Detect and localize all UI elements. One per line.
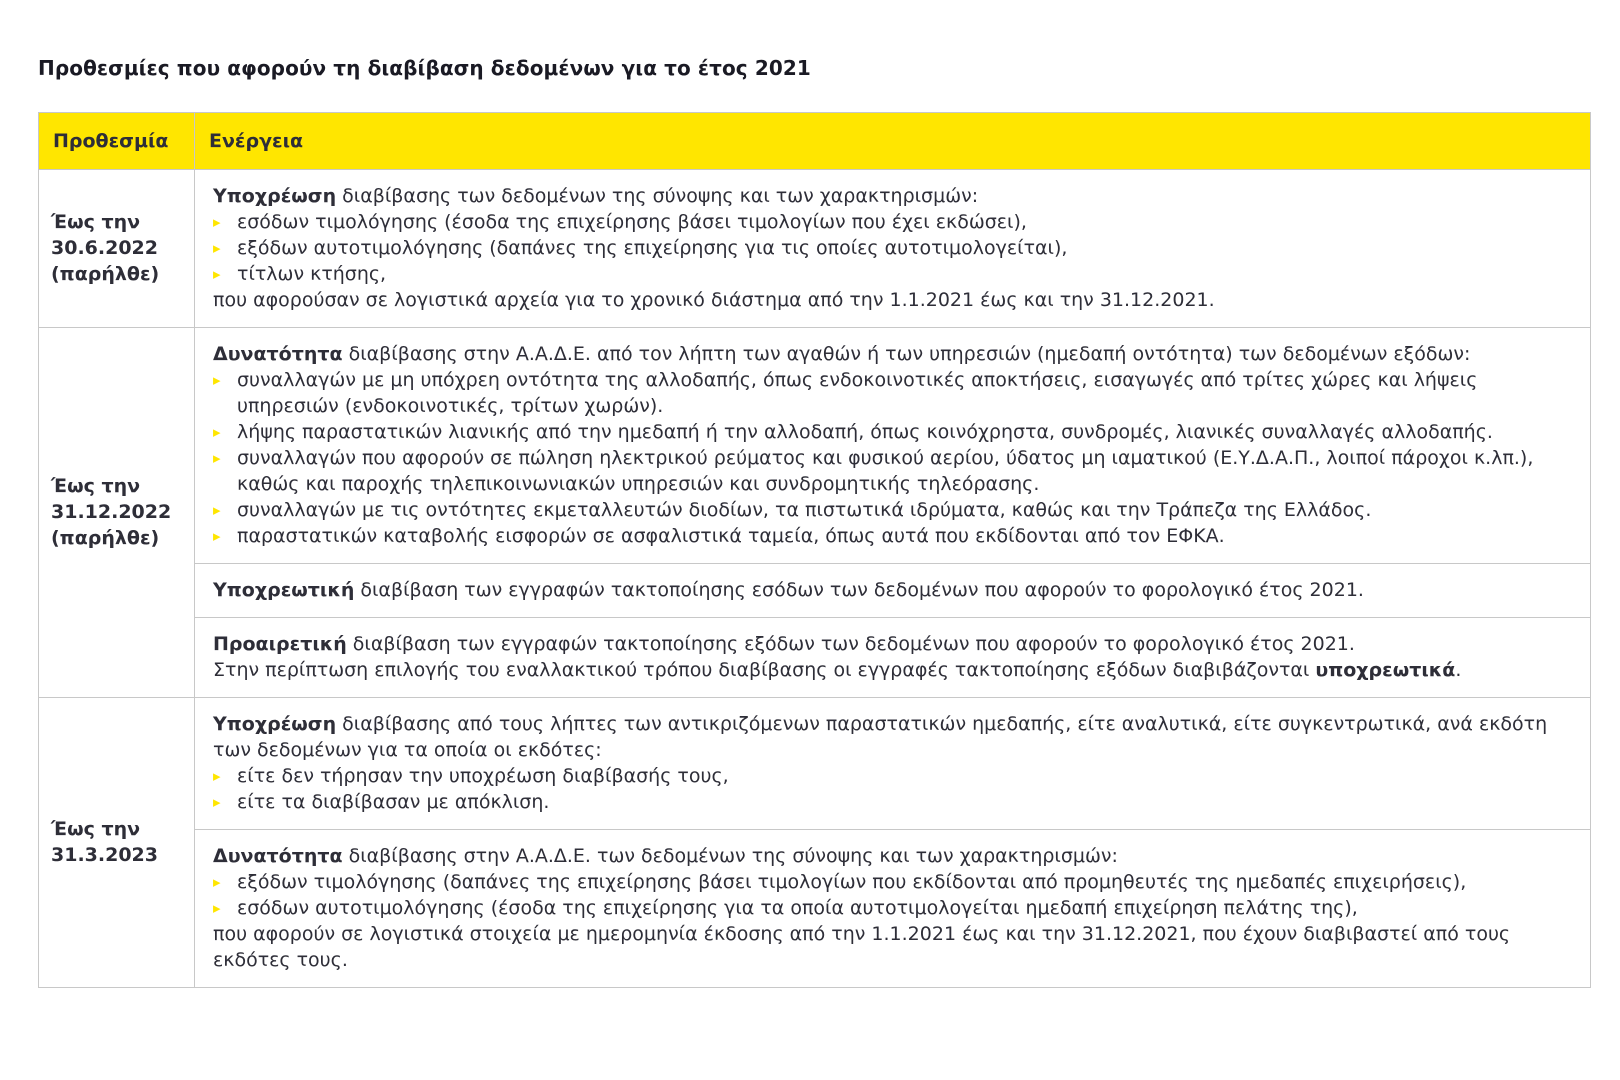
table-header-row [39, 113, 1591, 170]
list-item: ▸ εξόδων αυτοτιμολόγησης (δαπάνες της επιχείρησης για τις οποίες αυτοτιμολογείται), [213, 235, 1572, 261]
bullet-list [213, 763, 1572, 815]
page-title: Προθεσμίες που αφορούν τη διαβίβαση δεδομένων για το έτος 2021 [38, 56, 811, 80]
list-item: ▸ τίτλων κτήσης, [213, 261, 1572, 287]
action-text: διαβίβασης στην Α.Α.Δ.Ε. των δεδομένων της σύνοψης και των χαρακτηρισμών: [342, 845, 1118, 867]
action-keyword: Δυνατότητα [213, 845, 343, 867]
action-note [213, 657, 1572, 683]
list-item: ▸ λήψης παραστατικών λιανικής από την ημεδαπή ή την αλλοδαπή, όπως κοινόχρηστα, συνδρομές, λιανικές συναλλαγές αλλοδαπής. [213, 419, 1572, 445]
action-tail: που αφορούσαν σε λογιστικά αρχεία για το χρονικό διάστημα από την 1.1.2021 έως και την 31.12.2021. [213, 289, 1215, 311]
action-cell [195, 564, 1591, 618]
action-lead [213, 577, 1572, 603]
list-item: ▸ συναλλαγών με τις οντότητες εκμεταλλευτών διοδίων, τα πιστωτικά ιδρύματα, καθώς και την Τράπεζα της Ελλάδος. [213, 497, 1572, 523]
list-item: ▸ είτε τα διαβίβασαν με απόκλιση. [213, 789, 1572, 815]
table-row [39, 830, 1591, 988]
action-note-keyword: υποχρεωτικά [1315, 659, 1456, 681]
list-item: ▸ συναλλαγών που αφορούν σε πώληση ηλεκτρικού ρεύματος και φυσικού αερίου, ύδατος μη ιαματικού (Ε.Υ.Δ.Α.Π., λοιποί πάροχοι κ.λπ.), καθώς και παροχής τηλεπικοινωνιακών υπηρεσιών και συνδρομητικής τηλεόρασης. [213, 445, 1572, 497]
action-keyword: Προαιρετική [213, 633, 347, 655]
action-note-text: Στην περίπτωση επιλογής του εναλλακτικού τρόπου διαβίβασης οι εγγραφές τακτοποίησης εξόδων διαβιβάζονται [213, 659, 1316, 681]
header-action: Ενέργεια [195, 113, 1591, 170]
action-keyword: Υποχρεωτική [213, 579, 355, 601]
table-row [39, 618, 1591, 698]
action-lead [213, 631, 1572, 657]
action-lead [213, 341, 1572, 367]
table-row [39, 564, 1591, 618]
action-keyword: Δυνατότητα [213, 343, 343, 365]
action-lead [213, 183, 1572, 209]
action-note-end: . [1455, 659, 1462, 681]
bullet-list [213, 869, 1572, 921]
deadline-cell [39, 170, 195, 328]
table-row [39, 698, 1591, 830]
deadline-cell [39, 698, 195, 988]
bullet-list [213, 209, 1572, 287]
action-keyword: Υποχρέωση [213, 185, 337, 207]
deadline-status: (παρήλθε) [51, 527, 160, 549]
action-text: διαβίβαση των εγγραφών τακτοποίησης εσόδων των δεδομένων που αφορούν το φορολογικό έτος 2021. [354, 579, 1364, 601]
deadline-line: Έως την [51, 818, 141, 840]
action-cell [195, 170, 1591, 328]
table-row [39, 170, 1591, 328]
action-cell [195, 328, 1591, 564]
deadline-date: 31.3.2023 [51, 844, 158, 866]
deadline-status: (παρήλθε) [51, 263, 160, 285]
action-text: διαβίβασης στην Α.Α.Δ.Ε. από τον λήπτη των αγαθών ή των υπηρεσιών (ημεδαπή οντότητα) των δεδομένων εξόδων: [342, 343, 1471, 365]
list-item: ▸ εσόδων τιμολόγησης (έσοδα της επιχείρησης βάσει τιμολογίων που έχει εκδώσει), [213, 209, 1572, 235]
action-tail: που αφορούν σε λογιστικά στοιχεία με ημερομηνία έκδοσης από την 1.1.2021 έως και την 31.12.2021, που έχουν διαβιβαστεί από τους εκδότες τους. [213, 923, 1511, 971]
action-cell [195, 618, 1591, 698]
bullet-list [213, 367, 1572, 549]
list-item: ▸ συναλλαγών με μη υπόχρεη οντότητα της αλλοδαπής, όπως ενδοκοινοτικές αποκτήσεις, εισαγωγές από τρίτες χώρες και λήψεις υπηρεσιών (ενδοκοινοτικές, τρίτων χωρών). [213, 367, 1572, 419]
deadline-date: 31.12.2022 [51, 501, 172, 523]
action-text: διαβίβαση των εγγραφών τακτοποίησης εξόδων των δεδομένων που αφορούν το φορολογικό έτος 2021. [346, 633, 1355, 655]
action-lead [213, 711, 1572, 763]
deadlines-table [38, 112, 1591, 988]
list-item: ▸ παραστατικών καταβολής εισφορών σε ασφαλιστικά ταμεία, όπως αυτά που εκδίδονται από τον ΕΦΚΑ. [213, 523, 1572, 549]
action-text: διαβίβασης των δεδομένων της σύνοψης και των χαρακτηρισμών: [336, 185, 979, 207]
action-cell [195, 698, 1591, 830]
action-lead [213, 843, 1572, 869]
list-item: ▸ εσόδων αυτοτιμολόγησης (έσοδα της επιχείρησης για τα οποία αυτοτιμολογείται ημεδαπή επιχείρηση πελάτης της), [213, 895, 1572, 921]
list-item: ▸ εξόδων τιμολόγησης (δαπάνες της επιχείρησης βάσει τιμολογίων που εκδίδονται από προμηθευτές της ημεδαπές επιχειρήσεις), [213, 869, 1572, 895]
deadline-line: Έως την [51, 211, 141, 233]
header-deadline: Προθεσμία [39, 113, 195, 170]
table-row [39, 328, 1591, 564]
deadline-line: Έως την [51, 475, 141, 497]
deadline-date: 30.6.2022 [51, 237, 158, 259]
list-item: ▸ είτε δεν τήρησαν την υποχρέωση διαβίβασής τους, [213, 763, 1572, 789]
action-cell [195, 830, 1591, 988]
deadline-cell [39, 328, 195, 698]
action-keyword: Υποχρέωση [213, 713, 337, 735]
action-text: διαβίβασης από τους λήπτες των αντικριζόμενων παραστατικών ημεδαπής, είτε αναλυτικά, είτε συγκεντρωτικά, ανά εκδότη των δεδομένων για τα οποία οι εκδότες: [213, 713, 1548, 761]
